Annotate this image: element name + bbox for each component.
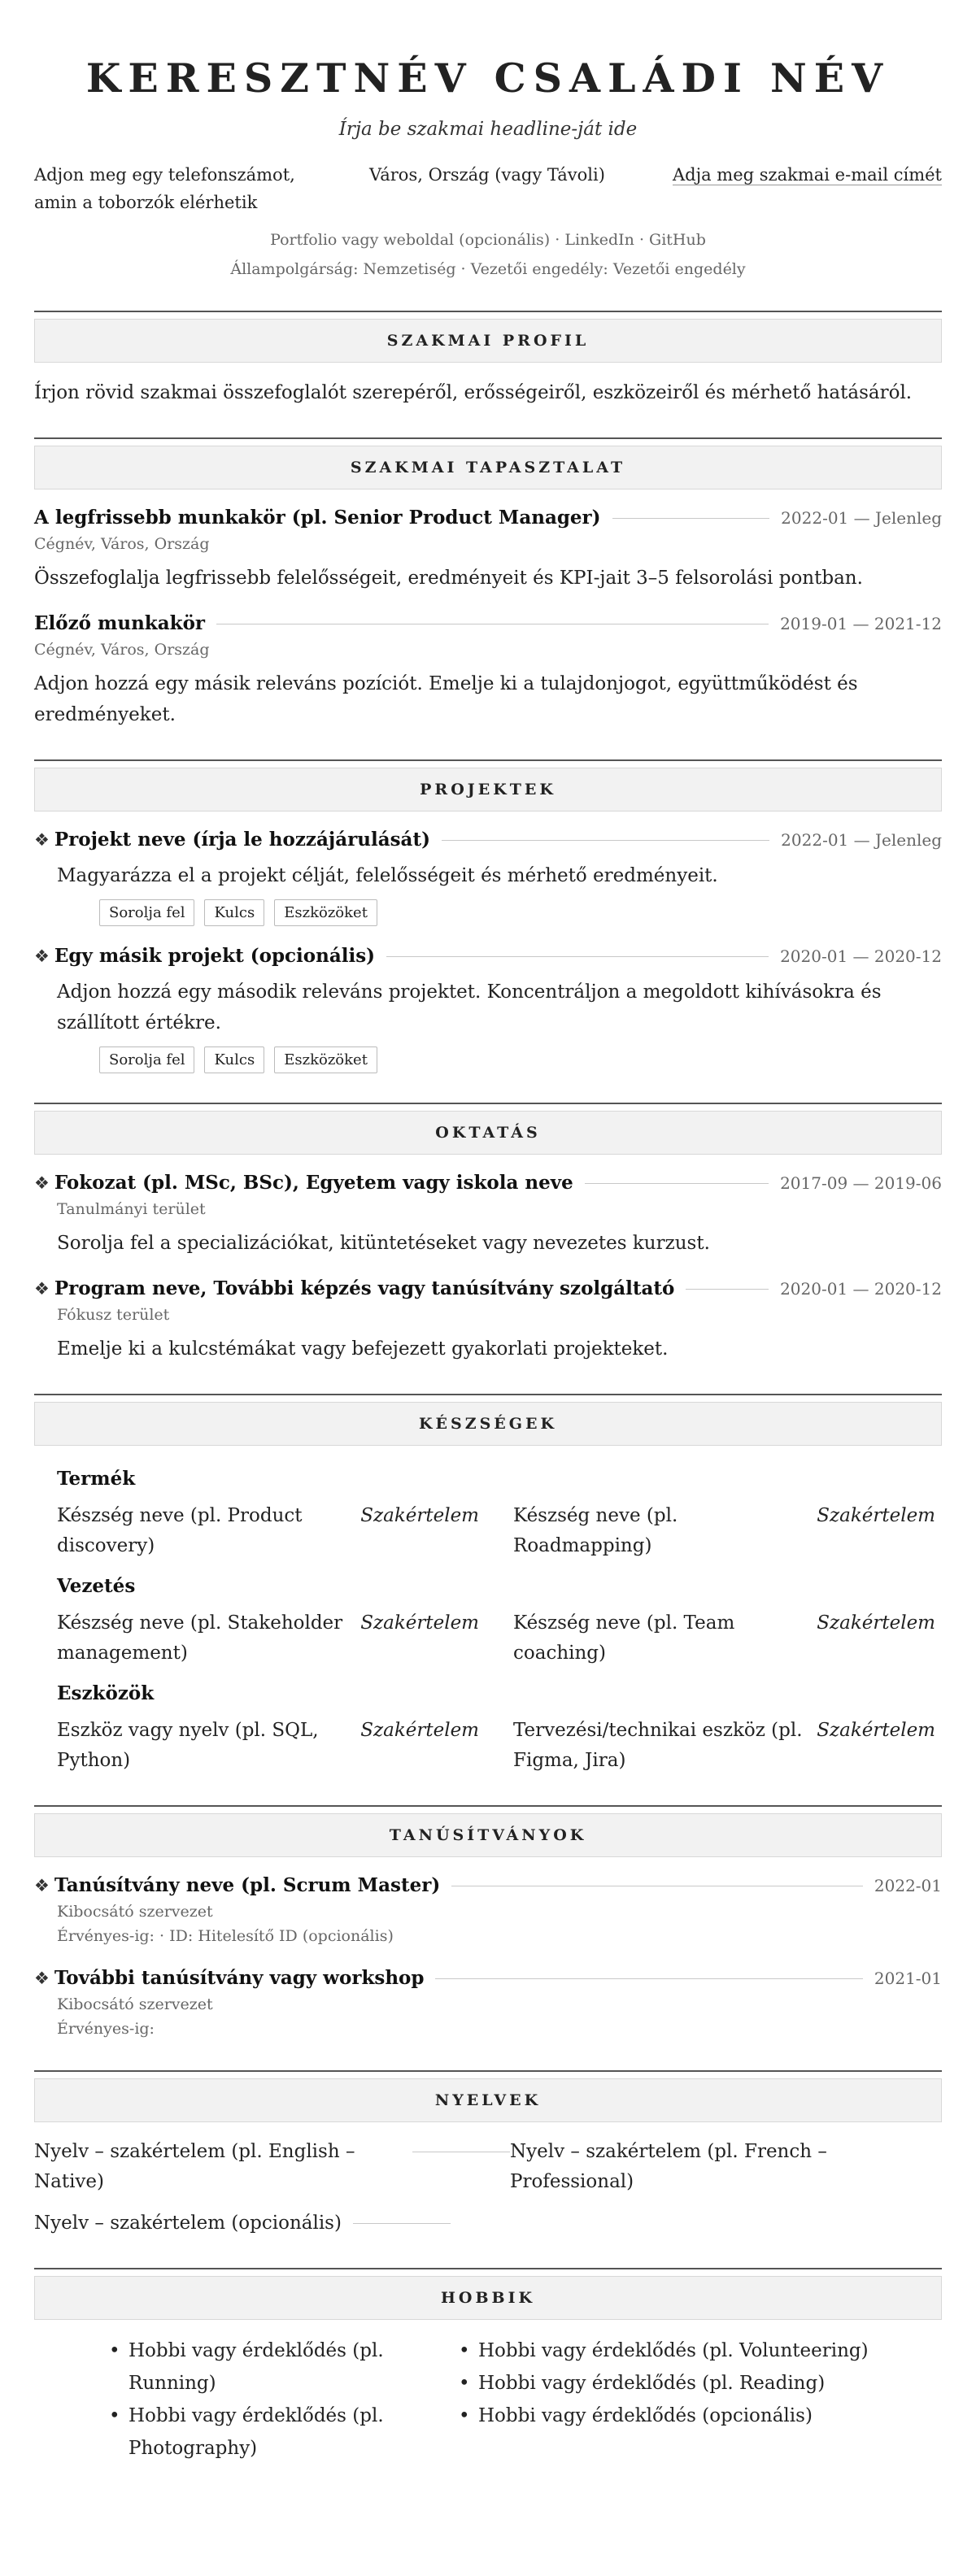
job-title: Előző munkakör bbox=[34, 612, 206, 634]
diamond-bullet-icon: ❖ bbox=[34, 830, 50, 850]
hobby-item: • Hobbi vagy érdeklődés (pl. Running) bbox=[107, 2334, 457, 2400]
date-range: 2020-01 — 2020-12 bbox=[780, 1279, 942, 1299]
skill-item bbox=[57, 1501, 479, 1561]
project-title: Projekt neve (írja le hozzájárulását) bbox=[54, 829, 430, 851]
hobby-grid bbox=[34, 2334, 942, 2465]
section-heading: SZAKMAI TAPASZTALAT bbox=[34, 446, 942, 490]
language-label: Nyelv – szakértelem (opcionális) bbox=[34, 2213, 342, 2234]
section-education bbox=[34, 1103, 942, 1364]
section-heading: NYELVEK bbox=[34, 2078, 942, 2122]
education-description: Sorolja fel a specializációkat, kitüntetéseket vagy nevezetes kurzust. bbox=[57, 1233, 710, 1254]
certification-title: További tanúsítvány vagy workshop bbox=[54, 1967, 425, 1989]
professional-headline: Írja be szakmai headline-ját ide bbox=[338, 119, 638, 140]
date-range: 2022-01 — Jelenleg bbox=[781, 830, 942, 850]
skill-category: Termék bbox=[57, 1468, 136, 1490]
skill-name: Készség neve (pl. Roadmapping) bbox=[513, 1505, 678, 1556]
job-description: Összefoglalja legfrissebb felelősségeit, eredményeit és KPI-jait 3–5 felsorolási pontban. bbox=[34, 568, 863, 589]
location-field: Város, Ország (vagy Távoli) bbox=[369, 165, 605, 185]
date-range: 2020-01 — 2020-12 bbox=[780, 946, 942, 966]
date-range: 2017-09 — 2019-06 bbox=[780, 1173, 942, 1193]
tag: Eszközöket bbox=[274, 1046, 377, 1073]
skill-category: Eszközök bbox=[57, 1682, 155, 1704]
certification-entry bbox=[34, 1965, 942, 2041]
skill-grid bbox=[34, 1501, 942, 1561]
divider bbox=[686, 1289, 769, 1290]
skill-name: Tervezési/technikai eszköz (pl. Figma, Jira) bbox=[513, 1720, 803, 1771]
diamond-bullet-icon: ❖ bbox=[34, 946, 50, 966]
hobby-list-right bbox=[457, 2334, 942, 2465]
candidate-name: KERESZTNÉV CSALÁDI NÉV bbox=[85, 54, 891, 102]
diamond-bullet-icon: ❖ bbox=[34, 1279, 50, 1299]
job-title: A legfrissebb munkakör (pl. Senior Product Manager) bbox=[34, 507, 601, 529]
section-heading: PROJEKTEK bbox=[34, 768, 942, 812]
tag: Eszközöket bbox=[274, 899, 377, 926]
divider bbox=[386, 956, 769, 957]
skill-item bbox=[57, 1716, 479, 1776]
degree-title: Program neve, További képzés vagy tanúsítvány szolgáltató bbox=[54, 1277, 675, 1299]
divider bbox=[442, 840, 769, 841]
hobby-item: • Hobbi vagy érdeklődés (opcionális) bbox=[457, 2400, 942, 2432]
language-item bbox=[510, 2137, 942, 2197]
issuer: Kibocsátó szervezet bbox=[57, 1903, 213, 1921]
skill-level: Szakértelem bbox=[817, 1505, 935, 1526]
experience-entry bbox=[34, 504, 942, 594]
section-languages bbox=[34, 2070, 942, 2239]
education-description: Emelje ki a kulcstémákat vagy befejezett gyakorlati projekteket. bbox=[57, 1338, 669, 1360]
degree-title: Fokozat (pl. MSc, BSc), Egyetem vagy iskola neve bbox=[54, 1172, 573, 1194]
project-description: Adjon hozzá egy második releváns projektet. Koncentráljon a megoldott kihívásokra és szállított értékre. bbox=[57, 981, 882, 1033]
skill-item bbox=[513, 1501, 935, 1561]
certification-entry bbox=[34, 1872, 942, 1948]
section-heading: OKTATÁS bbox=[34, 1111, 942, 1155]
tag: Kulcs bbox=[204, 1046, 264, 1073]
section-projects bbox=[34, 759, 942, 1073]
date-range: 2019-01 — 2021-12 bbox=[780, 614, 942, 633]
skill-item bbox=[513, 1608, 935, 1669]
diamond-bullet-icon: ❖ bbox=[34, 1969, 50, 1988]
skill-name: Készség neve (pl. Stakeholder management) bbox=[57, 1612, 343, 1664]
skill-level: Szakértelem bbox=[360, 1720, 479, 1741]
skill-item bbox=[513, 1716, 935, 1776]
contact-row bbox=[34, 161, 942, 216]
divider bbox=[435, 1978, 862, 1979]
project-description: Magyarázza el a projekt célját, felelősségeit és mérhető eredményeit. bbox=[57, 865, 718, 886]
certification-meta: Érvényes-ig: · ID: Hitelesítő ID (opcionális) bbox=[57, 1927, 394, 1945]
language-item bbox=[34, 2137, 510, 2197]
project-entry bbox=[34, 826, 942, 926]
certification-title: Tanúsítvány neve (pl. Scrum Master) bbox=[54, 1874, 441, 1896]
certification-meta: Érvényes-ig: bbox=[57, 2020, 155, 2038]
issuer: Kibocsátó szervezet bbox=[57, 1995, 213, 2013]
language-label: Nyelv – szakértelem (pl. French – Professional) bbox=[510, 2141, 827, 2192]
section-skills bbox=[34, 1394, 942, 1776]
skill-level: Szakértelem bbox=[817, 1612, 935, 1634]
section-heading: HOBBIK bbox=[34, 2276, 942, 2320]
language-grid bbox=[34, 2137, 942, 2239]
field-of-study: Tanulmányi terület bbox=[57, 1200, 206, 1218]
skill-grid bbox=[34, 1716, 942, 1776]
date-range: 2022-01 — Jelenleg bbox=[781, 508, 942, 528]
language-item bbox=[34, 2208, 510, 2239]
divider bbox=[353, 2223, 451, 2224]
resume-header bbox=[34, 52, 942, 281]
company-line: Cégnév, Város, Ország bbox=[34, 641, 210, 659]
skill-name: Eszköz vagy nyelv (pl. SQL, Python) bbox=[57, 1720, 319, 1771]
field-of-study: Fókusz terület bbox=[57, 1306, 170, 1324]
profile-links[interactable]: Portfolio vagy weboldal (opcionális) · LinkedIn · GitHub bbox=[270, 231, 706, 249]
section-experience bbox=[34, 437, 942, 730]
section-hobbies bbox=[34, 2268, 942, 2465]
experience-entry bbox=[34, 610, 942, 730]
skill-grid bbox=[34, 1608, 942, 1669]
hobby-item: • Hobbi vagy érdeklődés (pl. Reading) bbox=[457, 2367, 942, 2400]
divider bbox=[585, 1183, 769, 1184]
hobby-list-left bbox=[34, 2334, 457, 2465]
tag-list bbox=[34, 1046, 942, 1073]
section-heading: TANÚSÍTVÁNYOK bbox=[34, 1813, 942, 1857]
job-description: Adjon hozzá egy másik releváns pozíciót. Emelje ki a tulajdonjogot, együttműködést és eredményeket. bbox=[34, 673, 858, 725]
diamond-bullet-icon: ❖ bbox=[34, 1876, 50, 1895]
education-entry bbox=[34, 1169, 942, 1259]
tag: Kulcs bbox=[204, 899, 264, 926]
company-line: Cégnév, Város, Ország bbox=[34, 535, 210, 553]
skill-name: Készség neve (pl. Team coaching) bbox=[513, 1612, 735, 1664]
education-entry bbox=[34, 1275, 942, 1364]
skill-level: Szakértelem bbox=[360, 1612, 479, 1634]
hobby-item: • Hobbi vagy érdeklődés (pl. Volunteering) bbox=[457, 2334, 942, 2367]
section-heading: KÉSZSÉGEK bbox=[34, 1402, 942, 1446]
tag: Sorolja fel bbox=[99, 1046, 194, 1073]
project-entry bbox=[34, 942, 942, 1073]
skill-item bbox=[57, 1608, 479, 1669]
hobby-item: • Hobbi vagy érdeklődés (pl. Photography) bbox=[107, 2400, 457, 2465]
diamond-bullet-icon: ❖ bbox=[34, 1173, 50, 1193]
issue-date: 2022-01 bbox=[874, 1876, 942, 1895]
language-label: Nyelv – szakértelem (pl. English – Native) bbox=[34, 2141, 355, 2192]
issue-date: 2021-01 bbox=[874, 1969, 942, 1988]
skill-level: Szakértelem bbox=[360, 1505, 479, 1526]
profile-summary: Írjon rövid szakmai összefoglalót szerepéről, erősségeiről, eszközeiről és mérhető hatásáról. bbox=[34, 382, 913, 403]
section-certifications bbox=[34, 1805, 942, 2041]
skill-name: Készség neve (pl. Product discovery) bbox=[57, 1505, 303, 1556]
project-title: Egy másik projekt (opcionális) bbox=[54, 945, 376, 967]
divider bbox=[612, 518, 770, 519]
email-link[interactable] bbox=[636, 161, 942, 216]
tag-list bbox=[34, 899, 942, 926]
citizenship-line: Állampolgárság: Nemzetiség · Vezetői engedély: Vezetői engedély bbox=[230, 260, 746, 278]
skill-category: Vezetés bbox=[57, 1575, 136, 1597]
section-profile bbox=[34, 311, 942, 408]
phone-field: Adjon meg egy telefonszámot, amin a toborzók elérhetik bbox=[34, 165, 295, 212]
section-heading: SZAKMAI PROFIL bbox=[34, 319, 942, 363]
skill-level: Szakértelem bbox=[817, 1720, 935, 1741]
tag: Sorolja fel bbox=[99, 899, 194, 926]
email-link-text[interactable]: Adja meg szakmai e-mail címét bbox=[672, 165, 942, 185]
